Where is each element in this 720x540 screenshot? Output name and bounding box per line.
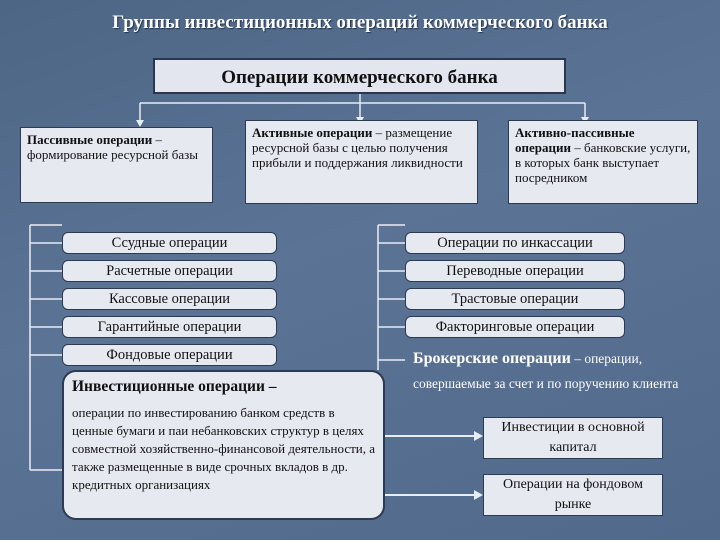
right-op-factoring: Факторинговые операции — [405, 316, 625, 338]
brokerage-rest: – операции, — [570, 351, 643, 366]
stock-market-operations-box: Операции на фондовом рынке — [483, 474, 663, 516]
left-op-loan: Ссудные операции — [62, 232, 277, 254]
investment-operations-box — [62, 370, 385, 520]
investment-head: Инвестиционные операции – — [72, 378, 277, 395]
page-title: Группы инвестиционных операций коммерческого банка — [112, 12, 608, 33]
right-op-collection: Операции по инкассации — [405, 232, 625, 254]
active-passive-operations-box — [508, 120, 698, 204]
left-op-guarantee: Гарантийные операции — [62, 316, 277, 338]
active-passive-head: Активно-пассивные операции — [515, 125, 635, 155]
active-passive-text: – банковские услуги, в которых банк выступает посредником — [515, 140, 691, 185]
investment-text: операции по инвестированию банком средств в ценные бумаги и паи небанковских структур в целях совместной хозяйственно-финансовой деятельности, а также размещенные в виде срочных вкладов в др. кредитных организациях — [72, 405, 376, 492]
active-head: Активные операции — [252, 125, 373, 140]
brokerage-definition: совершаемые за счет и по поручению клиента — [413, 376, 679, 391]
brokerage-operations — [413, 350, 713, 368]
brokerage-head: Брокерские операции — [413, 350, 571, 367]
left-op-cash: Кассовые операции — [62, 288, 277, 310]
active-operations-box — [245, 120, 478, 204]
passive-head: Пассивные операции — [27, 132, 153, 147]
capital-investment-box: Инвестиции в основной капитал — [483, 417, 663, 459]
root-node: Операции коммерческого банка — [153, 58, 566, 94]
left-op-stock: Фондовые операции — [62, 344, 277, 366]
right-op-transfer: Переводные операции — [405, 260, 625, 282]
passive-operations-box — [20, 127, 213, 203]
passive-text: – формирование ресурсной базы — [27, 132, 198, 162]
right-op-trust: Трастовые операции — [405, 288, 625, 310]
active-text: – размещение ресурсной базы с целью получения прибыли и поддержания ликвидности — [252, 125, 463, 170]
left-op-settlement: Расчетные операции — [62, 260, 277, 282]
